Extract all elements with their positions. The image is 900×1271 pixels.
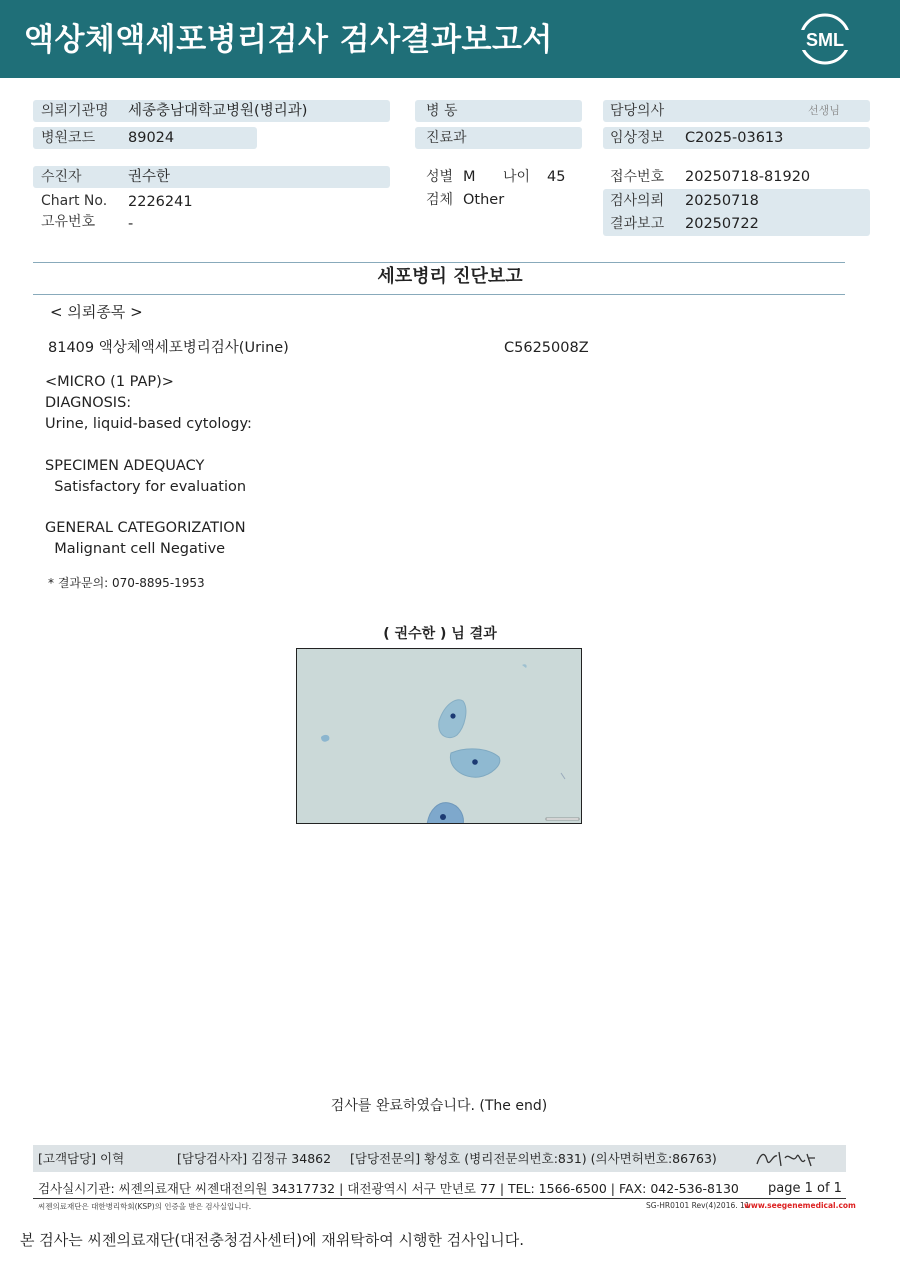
cytology-micrograph <box>296 648 582 824</box>
report-header <box>0 0 900 78</box>
specimen-label: 검체 <box>426 192 454 208</box>
micro-line: <MICRO (1 PAP)> <box>45 374 174 390</box>
sex-value: M <box>463 169 476 185</box>
footer-staff-bar <box>33 1145 846 1172</box>
page-number: page 1 of 1 <box>768 1181 842 1196</box>
diagnosis-text: Urine, liquid-based cytology: <box>45 416 252 432</box>
receipt-value: 20250718-81920 <box>685 169 811 185</box>
age-label: 나이 <box>503 169 531 185</box>
chart-value: 2226241 <box>128 194 193 210</box>
institution-label: 의뢰기관명 <box>41 103 109 119</box>
website-link[interactable]: www.seegenemedical.com <box>744 1201 856 1210</box>
image-caption: ( 권수한 ) 님 결과 <box>383 626 497 642</box>
outsourcing-note: 본 검사는 씨젠의료재단(대전충청검사센터)에 재위탁하여 시행한 검사입니다. <box>20 1231 524 1249</box>
form-code: SG-HR0101 Rev(4)2016. 11 <box>646 1201 750 1210</box>
report-section-title: 세포병리 진단보고 <box>377 266 523 287</box>
hospital-code-value: 89024 <box>128 130 175 146</box>
unique-value: - <box>128 216 134 232</box>
result-label: 결과보고 <box>610 216 665 232</box>
technician: [담당검사자] 김정규 34862 <box>177 1151 332 1166</box>
test-name: 81409 액상체액세포병리검사(Urine) <box>48 340 289 356</box>
patient-label: 수진자 <box>41 169 82 185</box>
request-label: 검사의뢰 <box>610 193 665 209</box>
institution-value: 세종충남대학교병원(병리과) <box>128 103 308 119</box>
sml-logo-icon <box>798 12 852 66</box>
customer-contact: [고객담당] 이혁 <box>38 1151 125 1166</box>
divider-bottom <box>33 294 845 295</box>
contact-note: * 결과문의: 070-8895-1953 <box>48 576 205 590</box>
doctor-label: 담당의사 <box>610 103 665 119</box>
receipt-label: 접수번호 <box>610 169 665 185</box>
footer-rule <box>33 1198 846 1199</box>
categorization-text: Malignant cell Negative <box>45 541 226 557</box>
test-code: C5625008Z <box>504 340 589 356</box>
ward-label: 병 동 <box>426 103 458 119</box>
hospital-code-label: 병원코드 <box>41 130 96 146</box>
sex-label: 성별 <box>426 169 454 185</box>
clinical-info-label: 임상정보 <box>610 130 665 146</box>
categorization-heading: GENERAL CATEGORIZATION <box>45 520 246 536</box>
department-label: 진료과 <box>426 130 467 146</box>
specialist: [담당전문의] 황성호 (병리전문의번호:831) (의사면허번호:86763) <box>350 1151 717 1166</box>
unique-label: 고유번호 <box>41 214 96 230</box>
request-value: 20250718 <box>685 193 759 209</box>
end-text: 검사를 완료하였습니다. (The end) <box>330 1098 548 1114</box>
svg-text:SML: SML <box>806 30 844 50</box>
report-title-main: 액상체액세포병리검사 검사결과보고서 <box>24 22 553 58</box>
patient-row <box>33 166 390 188</box>
signature-image <box>753 1146 819 1172</box>
chart-label: Chart No. <box>41 193 108 209</box>
patient-value: 권수한 <box>128 169 171 185</box>
doctor-suffix: 선생님 <box>808 104 840 117</box>
specimen-value: Other <box>463 192 505 208</box>
adequacy-heading: SPECIMEN ADEQUACY <box>45 458 205 474</box>
age-value: 45 <box>547 169 566 185</box>
section-label: < 의뢰종목 > <box>50 303 143 321</box>
result-value: 20250722 <box>685 216 759 232</box>
institution-line: 검사실시기관: 씨젠의료재단 씨젠대전의원 34317732 | 대전광역시 서구 만년로 77 | TEL: 1566-6500 | FAX: 042-536-8130 <box>38 1181 739 1196</box>
adequacy-text: Satisfactory for evaluation <box>45 479 247 495</box>
ksp-note: 씨젠의료재단은 대한병리학회(KSP)의 인증을 받은 검사실입니다. <box>38 1202 252 1211</box>
clinical-info-value: C2025-03613 <box>685 130 784 146</box>
diagnosis-heading: DIAGNOSIS: <box>45 395 132 411</box>
